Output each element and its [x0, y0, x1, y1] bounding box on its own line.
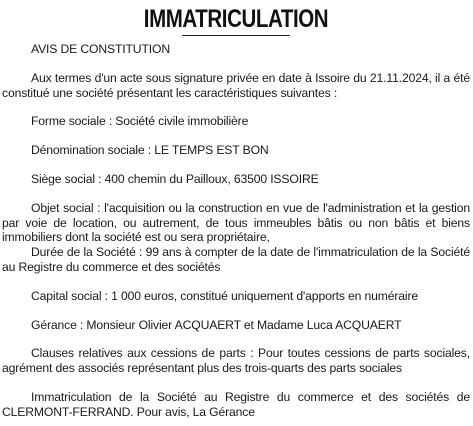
notice-intro: Aux termes d'un acte sous signature privée en date à Issoire du 21.11.2024, il a été constitué une société présentant les caractéristiques suivantes :: [2, 70, 470, 100]
notice-heading: AVIS DE CONSTITUTION: [31, 42, 170, 56]
registration: Immatriculation de la Société au Registre du commerce et des sociétés de CLERMONT-FERRAND. Pour avis, La Gérance: [2, 389, 470, 419]
notice-title: IMMATRICULATION: [143, 5, 329, 33]
legal-form: Forme sociale : Société civile immobilière: [31, 114, 249, 129]
corporate-purpose: Objet social : l'acquisition ou la construction en vue de l'administration et la gestion par voie de location, ou autrement, de tous immeubles bâtis ou non bâtis et biens immobiliers dont la société est ou sera propriétaire,: [2, 200, 470, 245]
management: Gérance : Monsieur Olivier ACQUAERT et Madame Luca ACQUAERT: [31, 317, 402, 332]
share-capital: Capital social : 1 000 euros, constitué uniquement d'apports en numéraire: [31, 288, 419, 303]
company-duration: Durée de la Société : 99 ans à compter de la date de l'immatriculation de la Société au Registre du commerce et des sociétés: [2, 245, 470, 274]
title-underline: [182, 35, 290, 36]
share-transfer-clauses: Clauses relatives aux cessions de parts : Pour toutes cessions de parts sociales, agrément des associés représentant plus des trois-quarts des parts sociales: [2, 346, 470, 376]
company-name: Dénomination sociale : LE TEMPS EST BON: [31, 143, 269, 158]
registered-office: Siège social : 400 chemin du Pailloux, 63500 ISSOIRE: [31, 171, 319, 186]
